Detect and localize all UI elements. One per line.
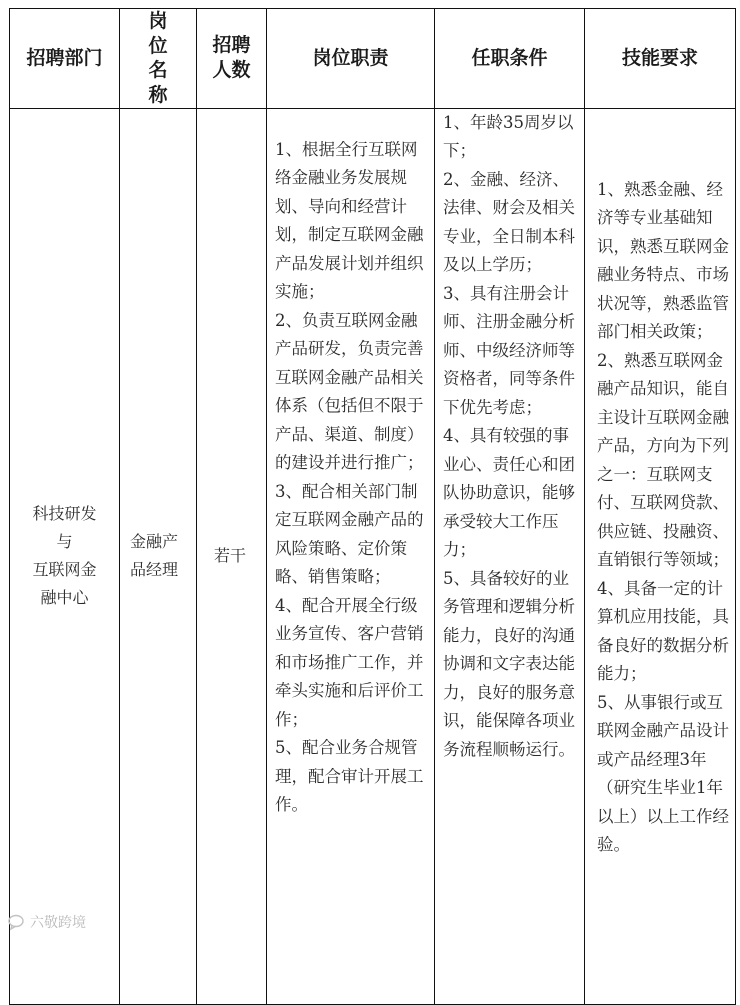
dept-line: 科技研发: [32, 504, 97, 524]
duty-item: 1、根据全行互联网络金融业务发展规划、导向和经营计划，制定互联网金融产品发展计划并组织实施；: [275, 139, 424, 302]
requirement-item: 5、具备较好的业务管理和逻辑分析能力，良好的沟通协调和文字表达能力，良好的服务意识，能保障各项业务流程顺畅运行。: [443, 568, 575, 759]
dept-line: 融中心: [40, 588, 89, 608]
skill-item: 2、熟悉互联网金融产品知识，能自主设计互联网金融产品，方向为下列之一：互联网支付、互联网贷款、供应链、投融资、直销银行等领域；: [597, 350, 729, 570]
count-cell: 若干: [197, 108, 267, 1004]
header-position-line3: 称: [148, 84, 168, 107]
header-duties: 岗位职责: [267, 9, 435, 109]
requirement-item: 2、金融、经济、法律、财会及相关专业，全日制本科及以上学历；: [443, 169, 575, 275]
requirements-cell: [435, 108, 585, 1004]
skill-item: 1、熟悉金融、经济等专业基础知识，熟悉互联网金融业务特点、市场状况等，熟悉监管部门相关政策；: [597, 179, 729, 342]
header-row: [10, 9, 736, 109]
dept-cell: [10, 108, 120, 1004]
skill-item: 5、从事银行或互联网金融产品设计或产品经理3年（研究生毕业1年以上）以上工作经验。: [597, 692, 729, 855]
table-row: [10, 108, 736, 1004]
header-position-line1: 岗: [148, 10, 168, 32]
chat-bubble-icon: [8, 913, 26, 931]
watermark-text: 六敬跨境: [30, 915, 86, 931]
header-skills: 技能要求: [585, 9, 736, 109]
header-count: [197, 9, 267, 109]
header-position-line2: 位 名: [148, 34, 187, 82]
skill-item: 4、具备一定的计算机应用技能，具备良好的数据分析能力；: [597, 578, 729, 684]
header-count-line2: 人数: [212, 59, 251, 82]
requirement-item: 1、年龄35周岁以下；: [443, 112, 574, 161]
duty-item: 4、配合开展全行级业务宣传、客户营销和市场推广工作，并牵头实施和后评价工作；: [275, 595, 424, 729]
header-count-line1: 招聘: [212, 33, 251, 56]
requirement-item: 4、具有较强的事业心、责任心和团队协助意识，能够承受较大工作压力；: [443, 426, 575, 560]
position-line: 品经理: [130, 560, 179, 580]
duty-item: 2、负责互联网金融产品研发，负责完善互联网金融产品相关体系（包括但不限于产品、渠道、制度）的建设并进行推广；: [275, 310, 424, 473]
watermark: [8, 912, 86, 932]
header-dept: 招聘部门: [10, 9, 120, 109]
header-position: [120, 9, 197, 109]
duty-item: 5、配合业务合规管理，配合审计开展工作。: [275, 738, 424, 815]
dept-line: 互联网金: [32, 560, 97, 580]
requirement-item: 3、具有注册会计师、注册金融分析师、中级经济师等资格者，同等条件下优先考虑；: [443, 283, 575, 417]
dept-line: 与: [56, 532, 73, 552]
duty-item: 3、配合相关部门制定互联网金融产品的风险策略、定价策略、销售策略；: [275, 481, 424, 587]
recruitment-table: [9, 8, 736, 1005]
skills-cell: [585, 108, 736, 1004]
duties-cell: [267, 108, 435, 1004]
header-requirements: 任职条件: [435, 9, 585, 109]
position-cell: [120, 108, 197, 1004]
position-line: 金融产: [130, 532, 179, 552]
